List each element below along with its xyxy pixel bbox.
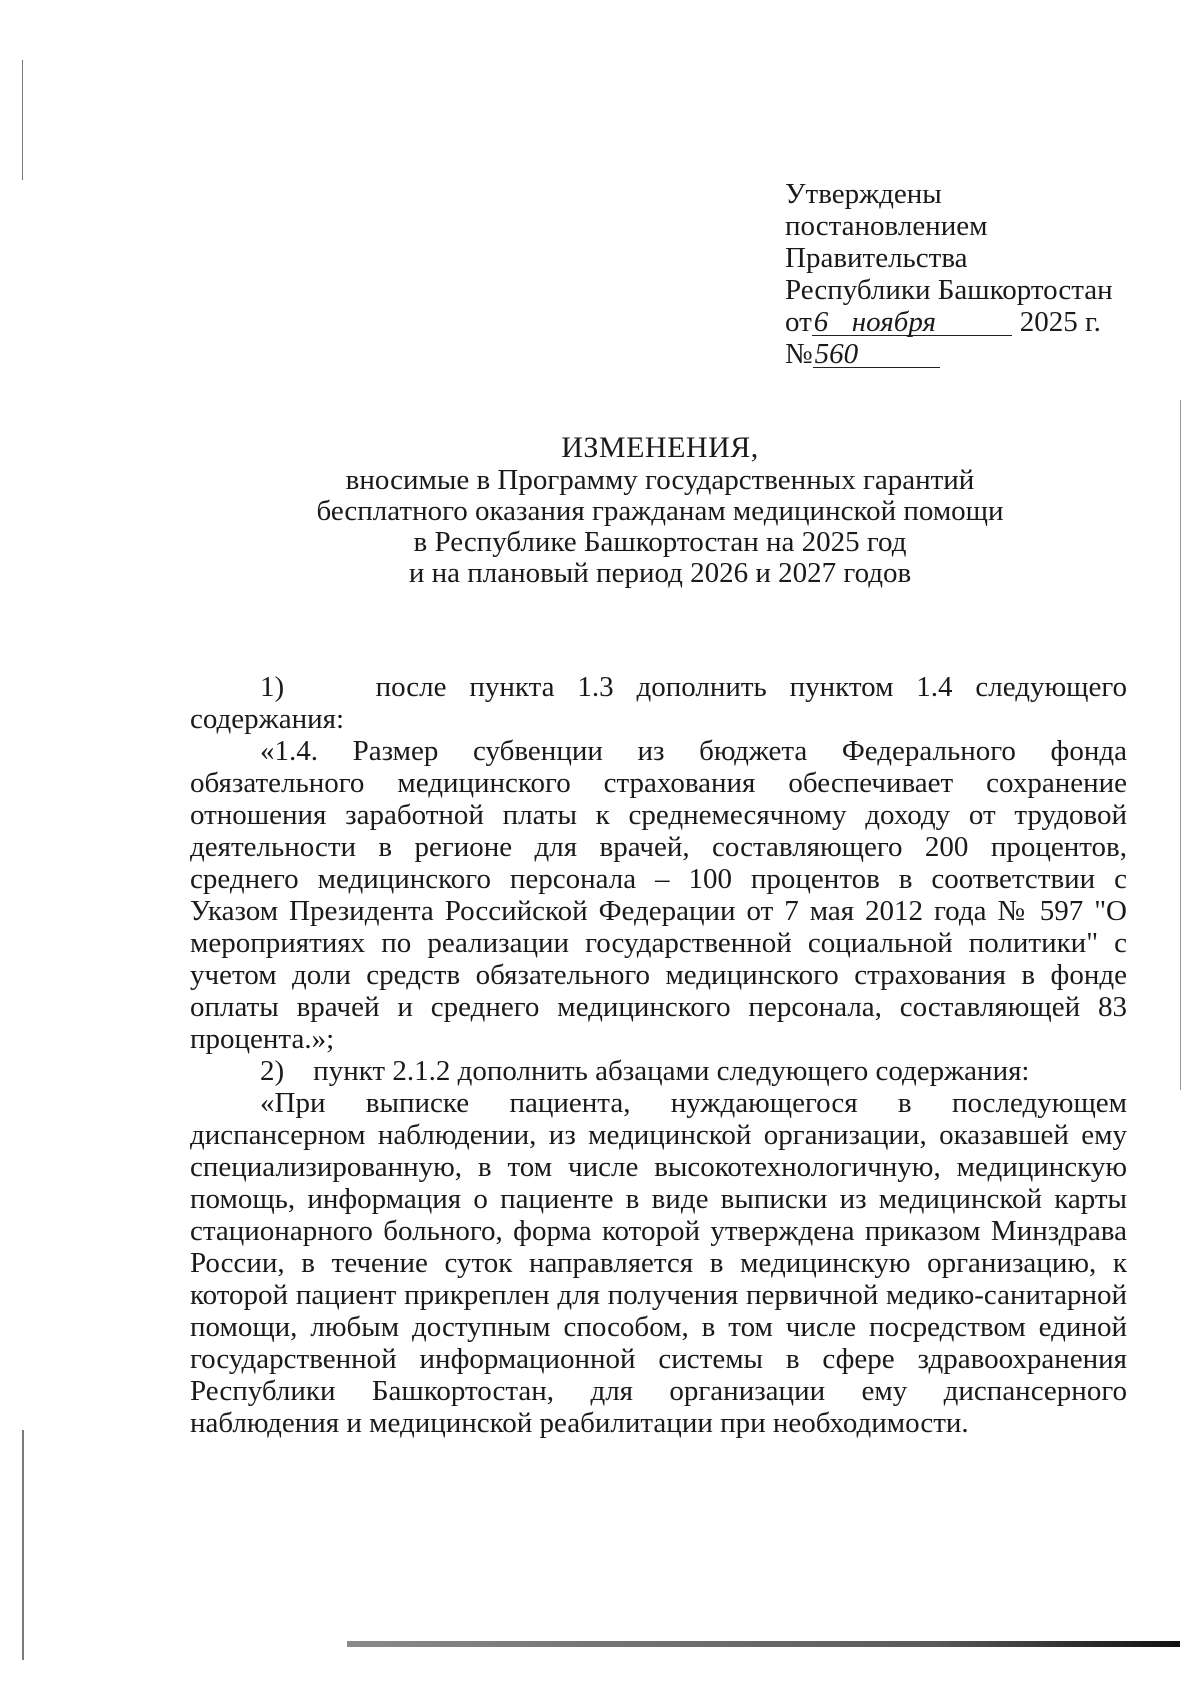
approval-line-2: постановлением bbox=[785, 210, 988, 242]
date-prefix: от bbox=[785, 306, 812, 338]
title-line-4: и на плановый период 2026 и 2027 годов bbox=[408, 557, 912, 589]
number-prefix: № bbox=[785, 338, 813, 370]
scan-edge-mark-right bbox=[1180, 400, 1181, 1090]
item-1-number: 1) bbox=[260, 671, 285, 703]
document-title bbox=[240, 432, 1080, 589]
approval-line-4: Республики Башкортостан bbox=[785, 274, 1113, 306]
date-day: 6 bbox=[812, 309, 844, 336]
item-2-number: 2) bbox=[260, 1055, 285, 1087]
title-line-3: в Республике Башкортостан на 2025 год bbox=[413, 526, 907, 558]
title-line-2: бесплатного оказания гражданам медицинской помощи bbox=[316, 495, 1004, 527]
approval-line-3: Правительства bbox=[785, 242, 968, 274]
item-2-quote: «При выписке пациента, нуждающегося в последующем диспансерном наблюдении, из медицинской организации, оказавшей ему специализированную, в том числе высокотехнологичную, медицинскую помощь, информация о пациенте в виде выписки из медицинской карты стационарного больного, форма которой утверждена приказом Минздрава России, в течение суток направляется в медицинскую организацию, к которой пациент прикреплен для получения первичной медико-санитарной помощи, любым доступным способом, в том числе посредством единой государственной информационной системы в сфере здравоохранения Республики Башкортостан, для организации ему диспансерного наблюдения и медицинской реабилитации при необходимости. bbox=[190, 1087, 1127, 1439]
document-number: 560 bbox=[813, 341, 940, 368]
bottom-rule bbox=[347, 1641, 1180, 1647]
approval-line-1: Утверждены bbox=[785, 178, 942, 210]
approval-date-line bbox=[785, 306, 1165, 338]
item-1-quote: «1.4. Размер субвенции из бюджета Федерального фонда обязательного медицинского страхования обеспечивает сохранение отношения заработной платы к среднемесячному доходу от трудовой деятельности в регионе для врачей, составляющего 200 процентов, среднего медицинского персонала – 100 процентов в соответствии с Указом Президента Российской Федерации от 7 мая 2012 года № 597 "О мероприятиях по реализации государственной социальной политики" с учетом доли средств обязательного медицинского страхования в фонде оплаты врачей и среднего медицинского персонала, составляющей 83 процента.»; bbox=[190, 735, 1127, 1055]
scan-edge-mark-left-top bbox=[22, 60, 23, 180]
scan-edge-mark-left-bottom bbox=[22, 1430, 24, 1660]
title-heading: ИЗМЕНЕНИЯ, bbox=[561, 431, 759, 464]
item-1-text: после пункта 1.3 дополнить пунктом 1.4 следующего содержания: bbox=[190, 671, 1128, 735]
date-month: ноября bbox=[844, 309, 1012, 336]
date-year: 2025 г. bbox=[1019, 306, 1101, 338]
item-2-text: пункт 2.1.2 дополнить абзацами следующего содержания: bbox=[313, 1055, 1030, 1087]
item-2 bbox=[190, 1055, 1127, 1087]
document-body bbox=[190, 671, 1127, 1439]
approval-number-line bbox=[785, 338, 1165, 370]
approval-block bbox=[785, 178, 1165, 370]
item-1 bbox=[190, 671, 1127, 735]
title-line-1: вносимые в Программу государственных гарантий bbox=[345, 464, 975, 496]
